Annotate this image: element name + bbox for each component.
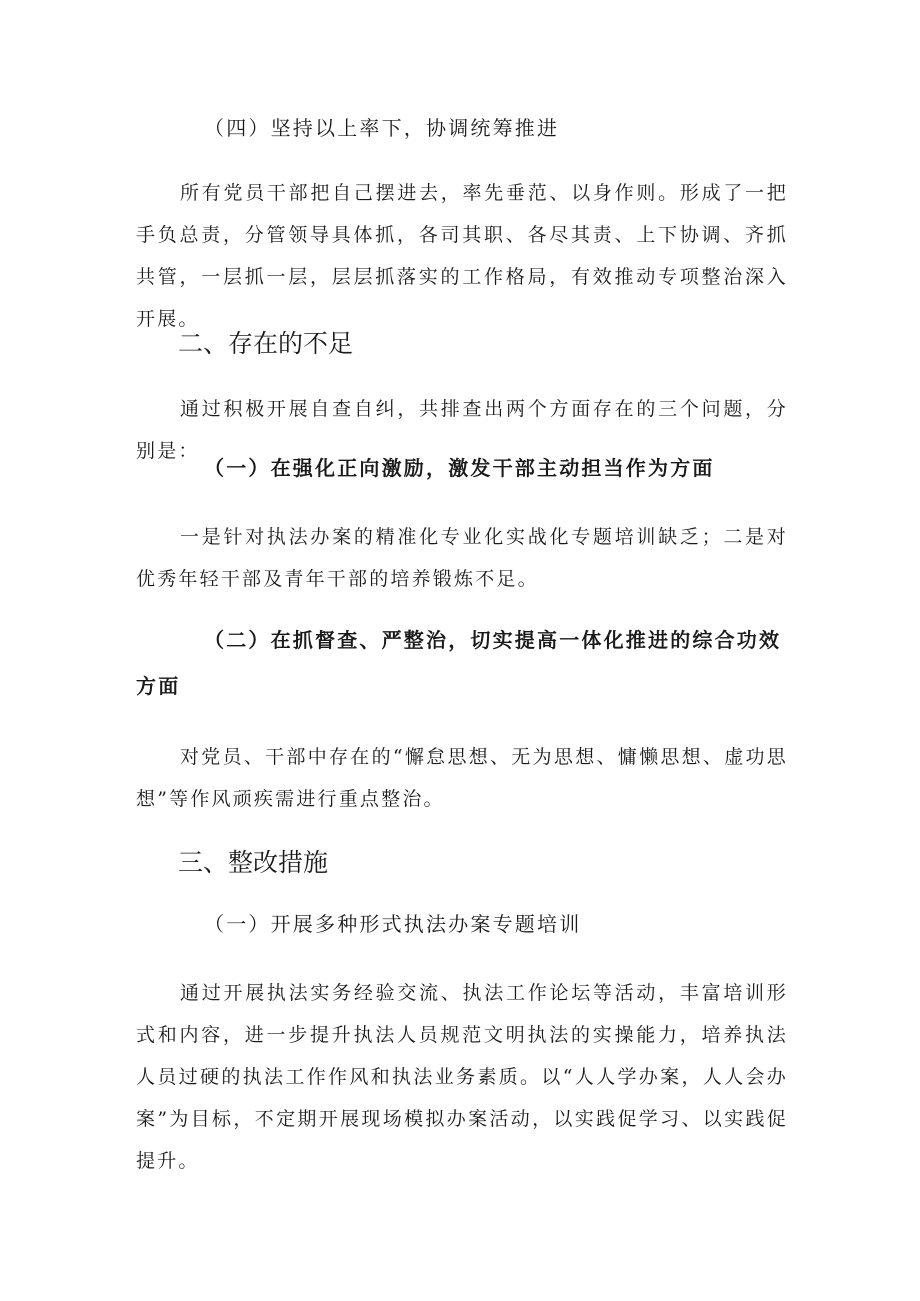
subsection-heading-incentive: （一）在强化正向激励，激发干部主动担当作为方面 xyxy=(204,456,715,480)
section-title-shortcomings: 二、存在的不足 xyxy=(178,329,354,358)
paragraph-training-measures: 通过开展执法实务经验交流、执法工作论坛等活动，丰富培训形式和内容，进一步提升执法人员规范文明执法的实操能力，培养执法人员过硬的执法工作作风和执法业务素质。以“人人学办案，人人会办案”为目标，不定期开展现场模拟办案活动，以实践促学习、以实践促提升。 xyxy=(136,982,788,1172)
subsection-heading-four: （四）坚持以上率下，协调统筹推进 xyxy=(204,116,560,140)
paragraph-shortcomings-intro: 通过积极开展自查自纠，共排查出两个方面存在的三个问题，分别是： xyxy=(136,398,788,462)
section-title-rectification: 三、整改措施 xyxy=(178,848,329,877)
paragraph-supervision-issues: 对党员、干部中存在的“懈怠思想、无为思想、慵懒思想、虚功思想”等作风顽疾需进行重点整治。 xyxy=(136,746,788,810)
paragraph-leadership: 所有党员干部把自己摆进去，率先垂范、以身作则。形成了一把手负总责，分管领导具体抓，各司其职、各尽其责、上下协调、齐抓共管，一层抓一层，层层抓落实的工作格局，有效推动专项整治深入开展。 xyxy=(136,182,788,330)
subsection-heading-training: （一）开展多种形式执法办案专题培训 xyxy=(204,912,582,936)
subsection-heading-supervision: （二）在抓督查、严整治，切实提高一体化推进的综合功效方面 xyxy=(136,628,782,698)
paragraph-incentive-issues: 一是针对执法办案的精准化专业化实战化专题培训缺乏；二是对优秀年轻干部及青年干部的培养锻炼不足。 xyxy=(136,526,788,590)
